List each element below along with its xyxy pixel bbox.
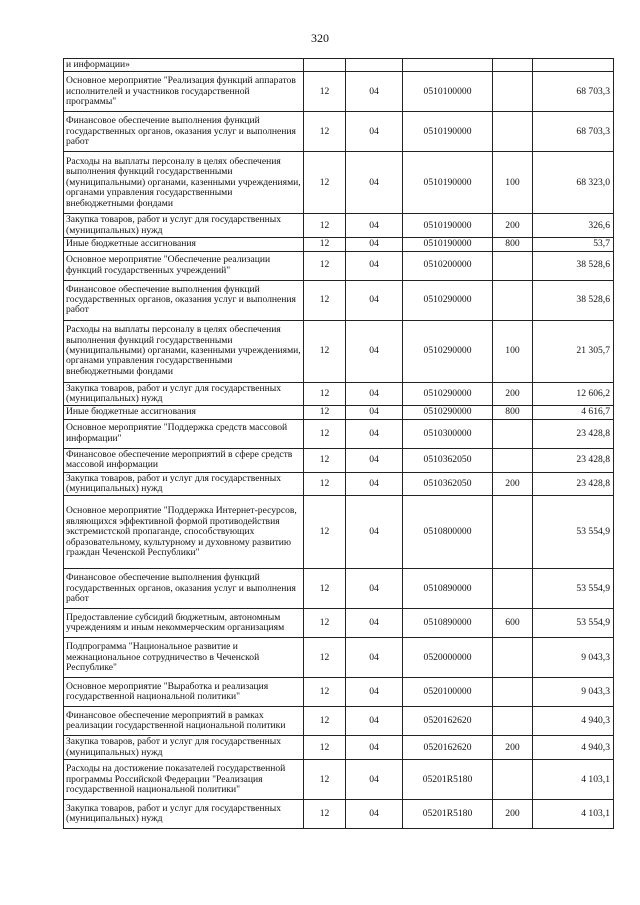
row-section-cell: 12 xyxy=(304,251,346,280)
row-target-article-cell: 0520000000 xyxy=(403,638,493,678)
row-name-cell: Предоставление субсидий бюджетным, автономным учреждениям и иным некоммерческим организациям xyxy=(64,609,304,638)
budget-table xyxy=(63,58,614,829)
row-name-cell: Финансовое обеспечение мероприятий в рамках реализации государственной национальной политики xyxy=(64,707,304,736)
table-row xyxy=(64,59,614,72)
row-target-article-cell: 0510890000 xyxy=(403,609,493,638)
row-subsection-cell: 04 xyxy=(346,472,403,496)
row-target-article-cell: 0510200000 xyxy=(403,251,493,280)
row-amount-cell: 68 703,3 xyxy=(533,72,614,112)
table-row xyxy=(64,419,614,448)
table-row xyxy=(64,72,614,112)
row-target-article-cell xyxy=(403,59,493,72)
table-row xyxy=(64,406,614,419)
row-expense-type-cell xyxy=(493,72,533,112)
row-amount-cell: 4 940,3 xyxy=(533,707,614,736)
row-section-cell: 12 xyxy=(304,496,346,569)
row-target-article-cell: 0510290000 xyxy=(403,320,493,382)
row-subsection-cell: 04 xyxy=(346,736,403,760)
row-section-cell: 12 xyxy=(304,214,346,238)
table-body xyxy=(64,59,614,829)
row-expense-type-cell: 100 xyxy=(493,152,533,214)
row-amount-cell: 68 323,0 xyxy=(533,152,614,214)
row-subsection-cell: 04 xyxy=(346,406,403,419)
row-expense-type-cell xyxy=(493,638,533,678)
row-section-cell xyxy=(304,59,346,72)
row-expense-type-cell: 800 xyxy=(493,238,533,251)
row-amount-cell: 12 606,2 xyxy=(533,382,614,406)
row-name-cell: Расходы на выплаты персоналу в целях обеспечения выполнения функций государственными (муниципальными) органами, казенными учреждениями, органами управления государственными внебюджетными фондами xyxy=(64,320,304,382)
table-row xyxy=(64,152,614,214)
row-name-cell: Основное мероприятие "Обеспечение реализации функций государственных учреждений" xyxy=(64,251,304,280)
table-row xyxy=(64,214,614,238)
row-name-cell: Закупка товаров, работ и услуг для государственных (муниципальных) нужд xyxy=(64,214,304,238)
row-section-cell: 12 xyxy=(304,320,346,382)
row-subsection-cell: 04 xyxy=(346,448,403,472)
row-target-article-cell: 0510300000 xyxy=(403,419,493,448)
row-subsection-cell: 04 xyxy=(346,638,403,678)
table-row xyxy=(64,569,614,609)
row-section-cell: 12 xyxy=(304,72,346,112)
row-name-cell: Подпрограмма "Национальное развитие и межнациональное сотрудничество в Чеченской Республике" xyxy=(64,638,304,678)
row-subsection-cell: 04 xyxy=(346,760,403,800)
row-name-cell: Закупка товаров, работ и услуг для государственных (муниципальных) нужд xyxy=(64,736,304,760)
row-name-cell: Финансовое обеспечение выполнения функций государственных органов, оказания услуг и выполнения работ xyxy=(64,569,304,609)
row-subsection-cell: 04 xyxy=(346,280,403,320)
row-name-cell: Финансовое обеспечение мероприятий в сфере средств массовой информации xyxy=(64,448,304,472)
row-section-cell: 12 xyxy=(304,472,346,496)
row-target-article-cell: 0510190000 xyxy=(403,152,493,214)
table-row xyxy=(64,638,614,678)
row-target-article-cell: 0510890000 xyxy=(403,569,493,609)
row-name-cell: Финансовое обеспечение выполнения функций государственных органов, оказания услуг и выполнения работ xyxy=(64,280,304,320)
row-section-cell: 12 xyxy=(304,448,346,472)
row-amount-cell: 53 554,9 xyxy=(533,609,614,638)
table-row xyxy=(64,320,614,382)
row-name-cell: Иные бюджетные ассигнования xyxy=(64,238,304,251)
row-expense-type-cell xyxy=(493,760,533,800)
row-expense-type-cell: 200 xyxy=(493,214,533,238)
row-amount-cell: 38 528,6 xyxy=(533,280,614,320)
row-section-cell: 12 xyxy=(304,238,346,251)
row-amount-cell: 23 428,8 xyxy=(533,419,614,448)
row-amount-cell: 4 940,3 xyxy=(533,736,614,760)
row-subsection-cell: 04 xyxy=(346,678,403,707)
row-amount-cell: 23 428,8 xyxy=(533,472,614,496)
row-target-article-cell: 0510290000 xyxy=(403,382,493,406)
row-subsection-cell: 04 xyxy=(346,800,403,829)
row-subsection-cell: 04 xyxy=(346,496,403,569)
table-row xyxy=(64,760,614,800)
row-target-article-cell: 05201R5180 xyxy=(403,800,493,829)
row-name-cell: Закупка товаров, работ и услуг для государственных (муниципальных) нужд xyxy=(64,800,304,829)
row-expense-type-cell xyxy=(493,448,533,472)
row-subsection-cell: 04 xyxy=(346,214,403,238)
row-amount-cell: 21 305,7 xyxy=(533,320,614,382)
row-name-cell: Закупка товаров, работ и услуг для государственных (муниципальных) нужд xyxy=(64,472,304,496)
row-subsection-cell: 04 xyxy=(346,707,403,736)
row-subsection-cell: 04 xyxy=(346,419,403,448)
row-expense-type-cell: 200 xyxy=(493,472,533,496)
row-subsection-cell: 04 xyxy=(346,569,403,609)
row-section-cell: 12 xyxy=(304,760,346,800)
row-name-cell: Основное мероприятие "Поддержка средств массовой информации" xyxy=(64,419,304,448)
row-amount-cell: 53,7 xyxy=(533,238,614,251)
row-expense-type-cell xyxy=(493,419,533,448)
row-target-article-cell: 0510190000 xyxy=(403,214,493,238)
table-row xyxy=(64,382,614,406)
row-section-cell: 12 xyxy=(304,736,346,760)
row-name-cell: Основное мероприятие "Поддержка Интернет-ресурсов, являющихся эффективной формой противодействия экстремистской пропаганде, способствующих образовательному, культурному и духовному развитию граждан Чеченской Республики" xyxy=(64,496,304,569)
table-row xyxy=(64,238,614,251)
row-subsection-cell: 04 xyxy=(346,382,403,406)
row-target-article-cell: 0510290000 xyxy=(403,406,493,419)
row-expense-type-cell: 200 xyxy=(493,736,533,760)
row-expense-type-cell xyxy=(493,112,533,152)
row-section-cell: 12 xyxy=(304,112,346,152)
row-target-article-cell: 0510100000 xyxy=(403,72,493,112)
row-name-cell: Закупка товаров, работ и услуг для государственных (муниципальных) нужд xyxy=(64,382,304,406)
row-target-article-cell: 0510362050 xyxy=(403,448,493,472)
row-section-cell: 12 xyxy=(304,638,346,678)
row-name-cell: Расходы на выплаты персоналу в целях обеспечения выполнения функций государственными (муниципальными) органами, казенными учреждениями, органами управления государственными внебюджетными фондами xyxy=(64,152,304,214)
row-subsection-cell: 04 xyxy=(346,320,403,382)
row-subsection-cell: 04 xyxy=(346,238,403,251)
table-row xyxy=(64,707,614,736)
row-amount-cell: 68 703,3 xyxy=(533,112,614,152)
row-target-article-cell: 0520162620 xyxy=(403,707,493,736)
row-name-cell: Иные бюджетные ассигнования xyxy=(64,406,304,419)
table-row xyxy=(64,496,614,569)
row-name-cell: Финансовое обеспечение выполнения функций государственных органов, оказания услуг и выполнения работ xyxy=(64,112,304,152)
row-amount-cell: 53 554,9 xyxy=(533,496,614,569)
row-subsection-cell: 04 xyxy=(346,251,403,280)
row-amount-cell: 9 043,3 xyxy=(533,638,614,678)
row-section-cell: 12 xyxy=(304,419,346,448)
row-target-article-cell: 05201R5180 xyxy=(403,760,493,800)
page-number: 320 xyxy=(311,31,329,45)
row-section-cell: 12 xyxy=(304,569,346,609)
row-name-cell: Расходы на достижение показателей государственной программы Российской Федерации "Реализация государственной национальной политики" xyxy=(64,760,304,800)
row-expense-type-cell xyxy=(493,496,533,569)
row-name-cell: Основное мероприятие "Реализация функций аппаратов исполнителей и участников государственной программы" xyxy=(64,72,304,112)
table-row xyxy=(64,251,614,280)
row-name-cell: Основное мероприятие "Выработка и реализация государственной национальной политики" xyxy=(64,678,304,707)
row-amount-cell: 326,6 xyxy=(533,214,614,238)
row-amount-cell: 4 103,1 xyxy=(533,800,614,829)
row-expense-type-cell: 800 xyxy=(493,406,533,419)
row-amount-cell: 4 616,7 xyxy=(533,406,614,419)
row-amount-cell xyxy=(533,59,614,72)
row-amount-cell: 38 528,6 xyxy=(533,251,614,280)
row-section-cell: 12 xyxy=(304,707,346,736)
row-target-article-cell: 0520162620 xyxy=(403,736,493,760)
row-section-cell: 12 xyxy=(304,800,346,829)
row-section-cell: 12 xyxy=(304,678,346,707)
row-expense-type-cell: 600 xyxy=(493,609,533,638)
row-subsection-cell: 04 xyxy=(346,112,403,152)
row-subsection-cell: 04 xyxy=(346,609,403,638)
row-target-article-cell: 0510290000 xyxy=(403,280,493,320)
row-section-cell: 12 xyxy=(304,382,346,406)
row-target-article-cell: 0510190000 xyxy=(403,112,493,152)
row-amount-cell: 53 554,9 xyxy=(533,569,614,609)
row-target-article-cell: 0520100000 xyxy=(403,678,493,707)
row-section-cell: 12 xyxy=(304,406,346,419)
table-row xyxy=(64,112,614,152)
row-amount-cell: 4 103,1 xyxy=(533,760,614,800)
row-target-article-cell: 0510362050 xyxy=(403,472,493,496)
table-row xyxy=(64,472,614,496)
row-section-cell: 12 xyxy=(304,152,346,214)
table-row xyxy=(64,736,614,760)
row-amount-cell: 9 043,3 xyxy=(533,678,614,707)
row-subsection-cell: 04 xyxy=(346,72,403,112)
row-expense-type-cell: 200 xyxy=(493,382,533,406)
table-row xyxy=(64,609,614,638)
table-row xyxy=(64,800,614,829)
row-expense-type-cell xyxy=(493,678,533,707)
row-target-article-cell: 0510190000 xyxy=(403,238,493,251)
row-expense-type-cell xyxy=(493,569,533,609)
table-row xyxy=(64,448,614,472)
table-row xyxy=(64,678,614,707)
row-section-cell: 12 xyxy=(304,280,346,320)
row-expense-type-cell xyxy=(493,707,533,736)
row-expense-type-cell: 200 xyxy=(493,800,533,829)
row-expense-type-cell xyxy=(493,59,533,72)
row-expense-type-cell xyxy=(493,251,533,280)
row-amount-cell: 23 428,8 xyxy=(533,448,614,472)
row-name-cell: и информации» xyxy=(64,59,304,72)
row-section-cell: 12 xyxy=(304,609,346,638)
row-subsection-cell xyxy=(346,59,403,72)
row-subsection-cell: 04 xyxy=(346,152,403,214)
table-row xyxy=(64,280,614,320)
row-expense-type-cell xyxy=(493,280,533,320)
row-target-article-cell: 0510800000 xyxy=(403,496,493,569)
row-expense-type-cell: 100 xyxy=(493,320,533,382)
